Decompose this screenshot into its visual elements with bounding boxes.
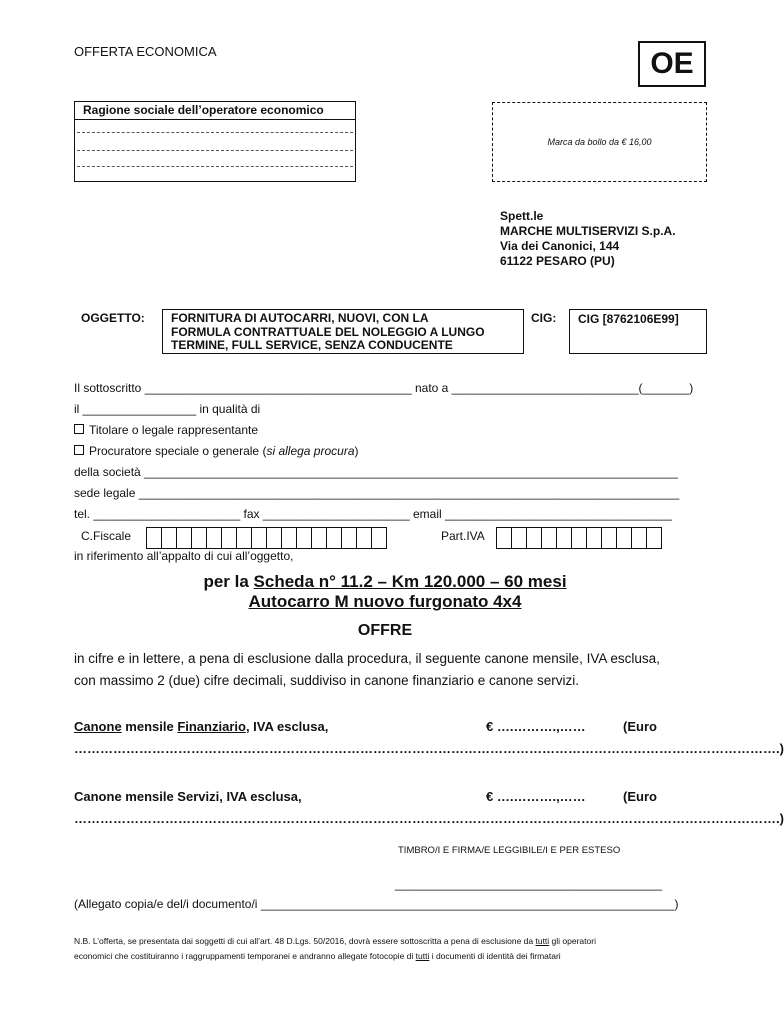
- ragione-sociale-label: Ragione sociale dell’operatore economico: [75, 102, 355, 120]
- document-title: OFFERTA ECONOMICA: [74, 44, 217, 59]
- nota-bene-line: [74, 951, 561, 961]
- data-qualita-field[interactable]: il _________________ in qualità di: [74, 402, 261, 416]
- ragione-sociale-line[interactable]: [77, 150, 353, 151]
- intro-line: con massimo 2 (due) cifre decimali, suddiviso in canone finanziario e canone servizi.: [74, 673, 579, 688]
- partita-iva-label: Part.IVA: [441, 529, 485, 543]
- oe-badge: OE: [638, 41, 706, 87]
- canone-finanziario-euro: (Euro: [623, 719, 657, 734]
- canone-servizi-label: Canone mensile Servizi, IVA esclusa,: [74, 789, 302, 804]
- canone-finanziario-amount[interactable]: € ….……….,……: [486, 719, 586, 734]
- canone-servizi-lettere[interactable]: ……………………………………………………………………………………………………………………………………………….): [74, 811, 784, 826]
- oggetto-line: FORMULA CONTRATTUALE DEL NOLEGGIO A LUNGO: [171, 324, 485, 339]
- timbro-firma-label: TIMBRO/I E FIRMA/E LEGGIBILE/I E PER ESTESO: [398, 845, 621, 856]
- recipient-address: [500, 209, 676, 269]
- oggetto-box: [162, 309, 524, 354]
- societa-field[interactable]: della società ________________________________________________________________________________: [74, 465, 678, 479]
- procuratore-italic: si allega procura: [266, 444, 355, 458]
- ragione-sociale-line[interactable]: [77, 166, 353, 167]
- oggetto-label: OGGETTO:: [81, 311, 145, 325]
- recipient-line: Via dei Canonici, 144: [500, 239, 620, 253]
- offre-heading: OFFRE: [357, 622, 413, 639]
- titolare-label: Titolare o legale rappresentante: [89, 423, 258, 437]
- nota-bene-text: gli operatori: [549, 936, 596, 946]
- nota-bene-text: economici che costituiranno i raggruppamenti temporanei e andranno allegate fotocopie di: [74, 951, 416, 961]
- sottoscritto-field[interactable]: Il sottoscritto ________________________________________ nato a ____________________________(_______): [74, 381, 694, 395]
- procuratore-label: Procuratore speciale o generale (: [89, 444, 267, 458]
- nota-bene-text: i documenti di identità dei firmatari: [429, 951, 561, 961]
- oggetto-line: FORNITURA DI AUTOCARRI, NUOVI, CON LA: [171, 311, 429, 325]
- checkbox-icon[interactable]: [74, 445, 84, 455]
- procuratore-end: ): [354, 444, 359, 458]
- canone-servizi-euro: (Euro: [623, 789, 657, 804]
- marca-da-bollo-text: Marca da bollo da € 16,00: [547, 137, 652, 147]
- scheda-title: [0, 572, 770, 592]
- scheda-subtitle: Autocarro M nuovo furgonato 4x4: [248, 592, 522, 611]
- marca-da-bollo-box: [492, 102, 707, 182]
- recipient-line: MARCHE MULTISERVIZI S.p.A.: [500, 224, 676, 238]
- scheda-prefix: per la: [203, 572, 254, 591]
- codice-fiscale-cells[interactable]: [147, 527, 387, 549]
- canone-servizi-amount[interactable]: € ….……….,……: [486, 789, 586, 804]
- mensile-word: mensile: [121, 719, 178, 734]
- ragione-sociale-box: [74, 101, 356, 182]
- riferimento-text: in riferimento all’appalto di cui all’oggetto,: [74, 549, 294, 563]
- titolare-option[interactable]: [74, 423, 258, 437]
- checkbox-icon[interactable]: [74, 424, 84, 434]
- allegato-field[interactable]: (Allegato copia/e del/i documento/i ______________________________________________________________): [74, 897, 679, 911]
- recipient-line: 61122 PESARO (PU): [500, 254, 615, 268]
- canone-finanziario-label: [74, 719, 328, 734]
- iva-esclusa-text: , IVA esclusa,: [245, 719, 329, 734]
- procuratore-option[interactable]: [74, 444, 359, 458]
- contatti-field[interactable]: tel. ______________________ fax ______________________ email __________________________________: [74, 507, 672, 521]
- nota-bene-text: N.B. L’offerta, se presentata dai soggetti di cui all’art. 48 D.Lgs. 50/2016, dovrà essere sottoscritta a pena di esclusione da: [74, 936, 536, 946]
- sede-legale-field[interactable]: sede legale _________________________________________________________________________________: [74, 486, 680, 500]
- scheda-number: Scheda n° 11.2 – Km 120.000 – 60 mesi: [253, 572, 567, 591]
- intro-line: in cifre e in lettere, a pena di esclusione dalla procedura, il seguente canone mensile, IVA esclusa,: [74, 651, 660, 666]
- ragione-sociale-line[interactable]: [77, 132, 353, 133]
- codice-fiscale-label: C.Fiscale: [81, 529, 132, 543]
- canone-word: Canone: [74, 719, 122, 734]
- oggetto-line: TERMINE, FULL SERVICE, SENZA CONDUCENTE: [171, 338, 453, 352]
- partita-iva-cells[interactable]: [497, 527, 662, 549]
- nota-bene-line: [74, 936, 596, 946]
- firma-line[interactable]: ________________________________________: [395, 877, 662, 891]
- cig-box: [569, 309, 707, 354]
- cig-label: CIG:: [531, 311, 557, 325]
- cig-value: CIG [8762106E99]: [578, 312, 679, 326]
- recipient-line: Spett.le: [500, 209, 544, 223]
- nota-bene-underline: tutti: [415, 951, 430, 961]
- nota-bene-underline: tutti: [535, 936, 550, 946]
- canone-finanziario-lettere[interactable]: ……………………………………………………………………………………………………………………………………………….): [74, 741, 784, 756]
- finanziario-word: Finanziario: [177, 719, 246, 734]
